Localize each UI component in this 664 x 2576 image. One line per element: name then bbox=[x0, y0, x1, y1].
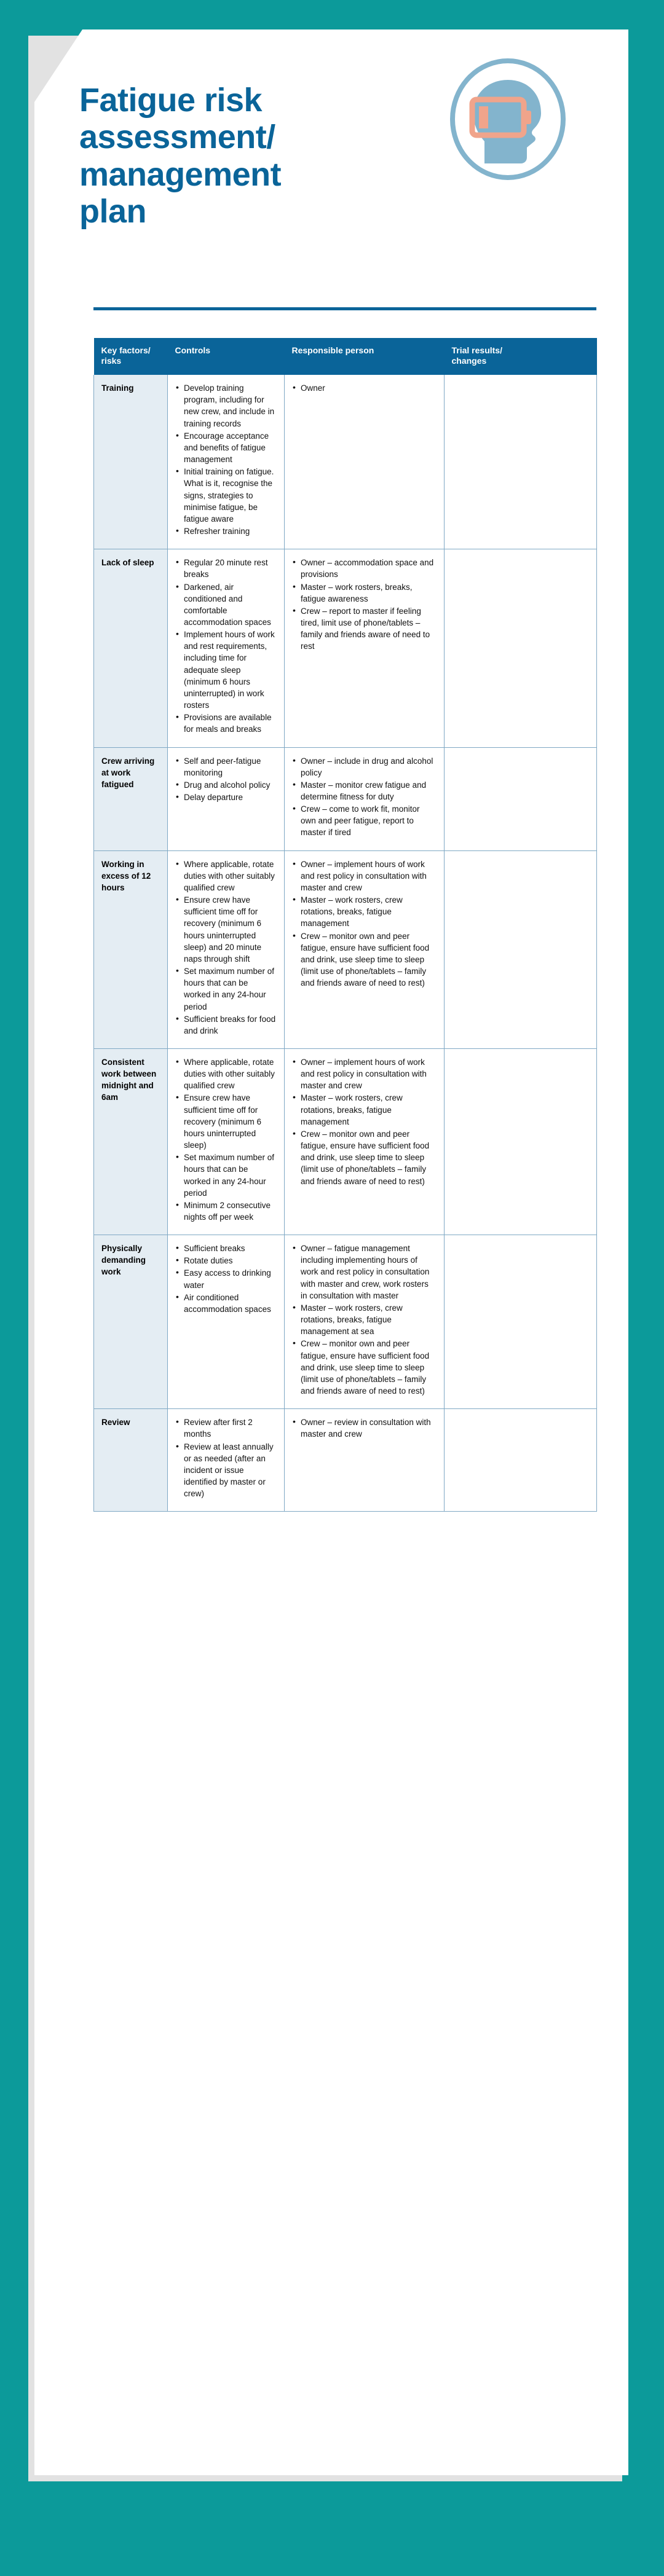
list-item: • Minimum 2 consecutive nights off per week bbox=[175, 1200, 277, 1223]
cell-trial-results bbox=[445, 549, 597, 747]
cell-responsible-person bbox=[285, 549, 445, 747]
table-row bbox=[94, 1409, 597, 1512]
list-item: • Review after first 2 months bbox=[175, 1416, 277, 1440]
list-item: • Regular 20 minute rest breaks bbox=[175, 557, 277, 580]
list-item: • Air conditioned accommodation spaces bbox=[175, 1292, 277, 1315]
controls-list bbox=[175, 382, 277, 537]
list-item: • Owner – review in consultation with master and crew bbox=[292, 1416, 437, 1440]
cell-key-factor: Consistent work between midnight and 6am bbox=[94, 1048, 168, 1235]
list-item: • Set maximum number of hours that can be worked in any 24-hour period bbox=[175, 1152, 277, 1199]
page-title bbox=[79, 82, 411, 230]
column-header-line-1: Responsible person bbox=[291, 345, 374, 355]
cell-controls bbox=[168, 1235, 285, 1409]
cell-controls bbox=[168, 1048, 285, 1235]
responsible-list bbox=[292, 382, 437, 394]
table-row bbox=[94, 375, 597, 549]
list-item: • Develop training program, including for new crew, and include in training records bbox=[175, 382, 277, 430]
list-item: • Owner – fatigue management including implementing hours of work and rest policy in consultation with master and crew, work rosters in consultation with master bbox=[292, 1243, 437, 1302]
list-item: • Rotate duties bbox=[175, 1255, 277, 1266]
list-item: • Darkened, air conditioned and comfortable accommodation spaces bbox=[175, 581, 277, 629]
page-title-line-4: plan bbox=[79, 193, 147, 230]
title-rule-divider bbox=[93, 307, 596, 310]
responsible-list bbox=[292, 1416, 437, 1440]
list-item: • Crew – report to master if feeling tired, limit use of phone/tablets – family and friends aware of need to rest bbox=[292, 605, 437, 653]
head-battery-icon bbox=[444, 55, 572, 183]
table-body bbox=[94, 375, 597, 1512]
cell-controls bbox=[168, 850, 285, 1048]
cell-responsible-person bbox=[285, 1235, 445, 1409]
cell-responsible-person bbox=[285, 747, 445, 850]
controls-list bbox=[175, 858, 277, 1037]
cell-trial-results bbox=[445, 850, 597, 1048]
cell-controls bbox=[168, 747, 285, 850]
cell-responsible-person bbox=[285, 1048, 445, 1235]
cell-key-factor: Lack of sleep bbox=[94, 549, 168, 747]
page-title-line-2: assessment/ bbox=[79, 119, 275, 156]
list-item: • Owner – implement hours of work and rest policy in consultation with master and crew bbox=[292, 1056, 437, 1091]
controls-list bbox=[175, 1416, 277, 1499]
list-item: • Where applicable, rotate duties with other suitably qualified crew bbox=[175, 1056, 277, 1091]
cell-controls bbox=[168, 375, 285, 549]
list-item: • Set maximum number of hours that can be worked in any 24-hour period bbox=[175, 965, 277, 1013]
list-item: • Easy access to drinking water bbox=[175, 1267, 277, 1290]
cell-controls bbox=[168, 549, 285, 747]
list-item: • Encourage acceptance and benefits of fatigue management bbox=[175, 430, 277, 465]
list-item: • Review at least annually or as needed (after an incident or issue identified by master or crew) bbox=[175, 1441, 277, 1500]
table-row bbox=[94, 1235, 597, 1409]
list-item: • Master – work rosters, crew rotations, breaks, fatigue management bbox=[292, 1092, 437, 1127]
table-row bbox=[94, 1048, 597, 1235]
controls-list bbox=[175, 1056, 277, 1223]
column-header-line-2: changes bbox=[451, 356, 487, 366]
cell-responsible-person bbox=[285, 375, 445, 549]
cell-key-factor: Crew arriving at work fatigued bbox=[94, 747, 168, 850]
column-header-trial-results bbox=[445, 338, 597, 375]
table-row bbox=[94, 549, 597, 747]
fatigue-plan-table-wrapper bbox=[93, 338, 596, 1512]
responsible-list bbox=[292, 1056, 437, 1187]
list-item: • Master – monitor crew fatigue and determine fitness for duty bbox=[292, 779, 437, 803]
table-header-row bbox=[94, 338, 597, 375]
list-item: • Ensure crew have sufficient time off for recovery (minimum 6 hours uninterrupted sleep) and 20 minute naps through shift bbox=[175, 894, 277, 965]
cell-key-factor: Working in excess of 12 hours bbox=[94, 850, 168, 1048]
list-item: • Self and peer-fatigue monitoring bbox=[175, 755, 277, 779]
responsible-list bbox=[292, 858, 437, 989]
cell-trial-results bbox=[445, 1048, 597, 1235]
list-item: • Delay departure bbox=[175, 791, 277, 803]
controls-list bbox=[175, 557, 277, 735]
column-header-line-2: risks bbox=[101, 356, 122, 366]
page-title-line-3: management bbox=[79, 155, 282, 193]
document-header bbox=[34, 29, 628, 288]
controls-list bbox=[175, 1243, 277, 1315]
cell-trial-results bbox=[445, 1409, 597, 1512]
list-item: • Master – work rosters, breaks, fatigue awareness bbox=[292, 581, 437, 605]
list-item: • Ensure crew have sufficient time off for recovery (minimum 6 hours uninterrupted sleep) bbox=[175, 1092, 277, 1151]
responsible-list bbox=[292, 557, 437, 652]
controls-list bbox=[175, 755, 277, 804]
list-item: • Owner – implement hours of work and rest policy in consultation with master and crew bbox=[292, 858, 437, 893]
cell-responsible-person bbox=[285, 1409, 445, 1512]
cell-key-factor: Review bbox=[94, 1409, 168, 1512]
cell-trial-results bbox=[445, 747, 597, 850]
list-item: • Crew – monitor own and peer fatigue, ensure have sufficient food and drink, use sleep time to sleep (limit use of phone/tablets – family and friends aware of need to rest) bbox=[292, 1128, 437, 1187]
column-header-key-factors bbox=[94, 338, 168, 375]
list-item: • Owner – include in drug and alcohol policy bbox=[292, 755, 437, 779]
cell-trial-results bbox=[445, 1235, 597, 1409]
cell-trial-results bbox=[445, 375, 597, 549]
cell-responsible-person bbox=[285, 850, 445, 1048]
column-header-line-1: Trial results/ bbox=[451, 345, 502, 355]
list-item: • Provisions are available for meals and breaks bbox=[175, 712, 277, 735]
list-item: • Crew – monitor own and peer fatigue, ensure have sufficient food and drink, use sleep time to sleep (limit use of phone/tablets – family and friends aware of need to rest) bbox=[292, 1338, 437, 1397]
responsible-list bbox=[292, 1243, 437, 1397]
cell-key-factor: Training bbox=[94, 375, 168, 549]
column-header-line-1: Key factors/ bbox=[101, 345, 151, 355]
cell-controls bbox=[168, 1409, 285, 1512]
list-item: • Owner – accommodation space and provisions bbox=[292, 557, 437, 580]
list-item: • Owner bbox=[292, 382, 437, 394]
column-header-controls bbox=[168, 338, 285, 375]
column-header-responsible-person bbox=[285, 338, 445, 375]
list-item: • Drug and alcohol policy bbox=[175, 779, 277, 791]
list-item: • Implement hours of work and rest requirements, including time for adequate sleep (minimum 6 hours uninterrupted) in work rosters bbox=[175, 629, 277, 711]
list-item: • Master – work rosters, crew rotations, breaks, fatigue management at sea bbox=[292, 1302, 437, 1337]
responsible-list bbox=[292, 755, 437, 839]
list-item: • Master – work rosters, crew rotations, breaks, fatigue management bbox=[292, 894, 437, 929]
list-item: • Sufficient breaks bbox=[175, 1243, 277, 1254]
cell-key-factor: Physically demanding work bbox=[94, 1235, 168, 1409]
list-item: • Where applicable, rotate duties with other suitably qualified crew bbox=[175, 858, 277, 893]
column-header-line-1: Controls bbox=[175, 345, 211, 355]
page-title-line-1: Fatigue risk bbox=[79, 82, 263, 119]
list-item: • Sufficient breaks for food and drink bbox=[175, 1013, 277, 1037]
list-item: • Refresher training bbox=[175, 525, 277, 537]
list-item: • Crew – monitor own and peer fatigue, ensure have sufficient food and drink, use sleep time to sleep (limit use of phone/tablets – family and friends aware of need to rest) bbox=[292, 930, 437, 989]
list-item: • Crew – come to work fit, monitor own and peer fatigue, report to master if tired bbox=[292, 803, 437, 838]
list-item: • Initial training on fatigue. What is it, recognise the signs, strategies to minimise fatigue, be fatigue aware bbox=[175, 466, 277, 525]
table-row bbox=[94, 747, 597, 850]
fatigue-plan-table bbox=[93, 338, 597, 1512]
table-row bbox=[94, 850, 597, 1048]
